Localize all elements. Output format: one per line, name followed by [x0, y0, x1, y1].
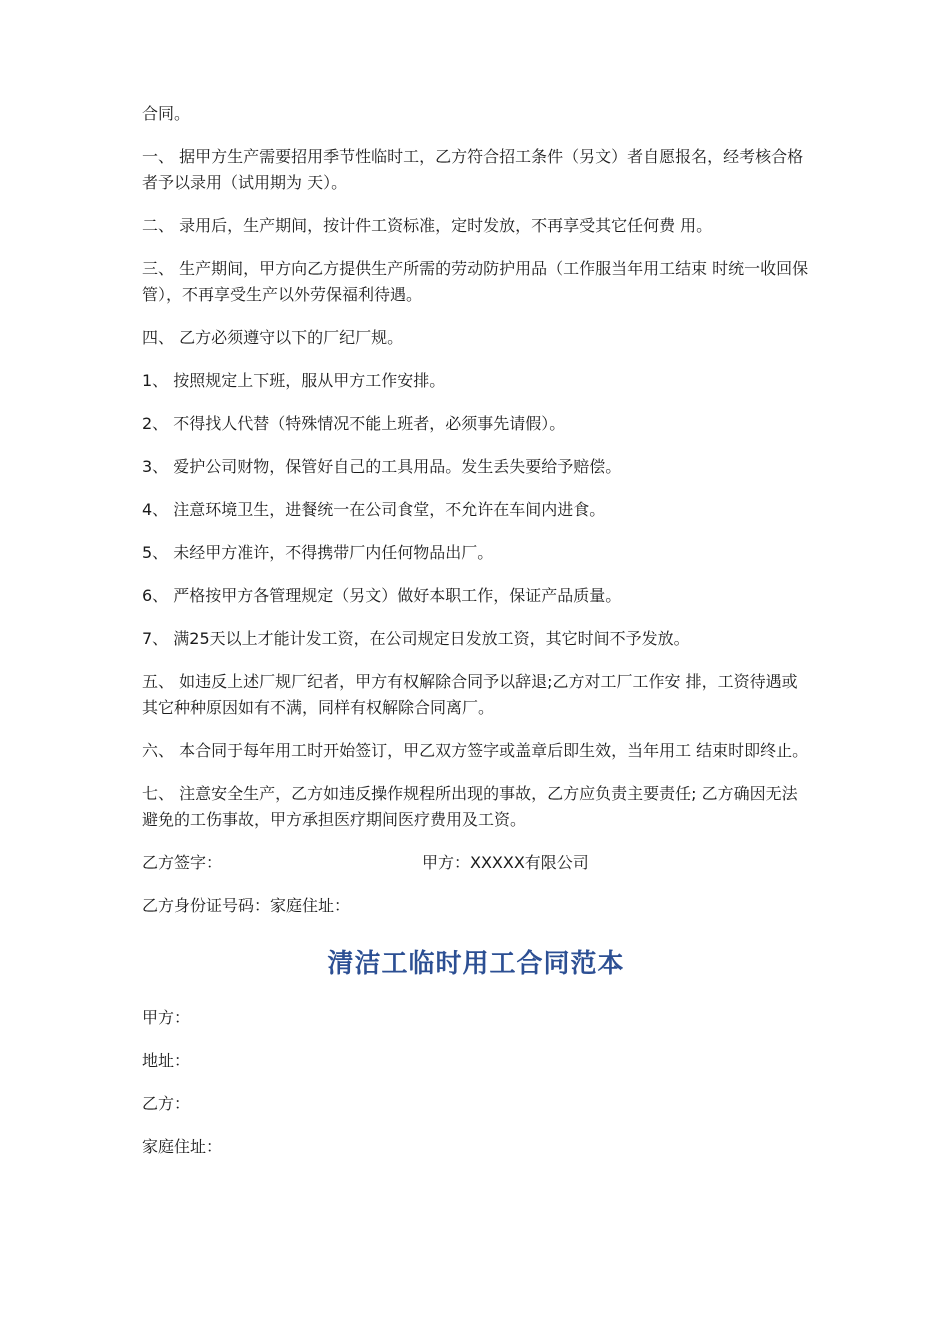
clause-4: 四、 乙方必须遵守以下的厂纪厂规。 — [142, 328, 404, 347]
rule-2: 2、 不得找人代替（特殊情况不能上班者，必须事先请假）。 — [142, 414, 566, 433]
document-body — [142, 101, 810, 1177]
signature-row — [142, 850, 810, 876]
rule-5: 5、 未经甲方准许，不得携带厂内任何物品出厂。 — [142, 543, 494, 562]
party-b-id-address-line: 乙方身份证号码：家庭住址： — [142, 896, 351, 915]
field-party-b: 乙方： — [142, 1094, 191, 1113]
party-b-signature-label: 乙方签字： — [142, 853, 223, 872]
rule-3: 3、 爱护公司财物，保管好自己的工具用品。发生丢失要给予赔偿。 — [142, 457, 622, 476]
rule-1: 1、 按照规定上下班，服从甲方工作安排。 — [142, 371, 446, 390]
paragraph-intro-tail: 合同。 — [142, 104, 191, 123]
rule-7: 7、 满25天以上才能计发工资，在公司规定日发放工资，其它时间不予发放。 — [142, 629, 690, 648]
rule-6: 6、 严格按甲方各管理规定（另文）做好本职工作，保证产品质量。 — [142, 586, 622, 605]
field-address: 地址： — [142, 1051, 191, 1070]
document-title: 清洁工临时用工合同范本 — [327, 949, 625, 979]
clause-7: 七、 注意安全生产，乙方如违反操作规程所出现的事故，乙方应负责主要责任; 乙方确因无法避免的工伤事故，甲方承担医疗期间医疗费用及工资。 — [142, 784, 798, 829]
clause-1: 一、 据甲方生产需要招用季节性临时工，乙方符合招工条件（另文）者自愿报名，经考核合格者予以录用（试用期为 天）。 — [142, 147, 804, 192]
field-home-address: 家庭住址： — [142, 1137, 223, 1156]
clause-2: 二、 录用后，生产期间，按计件工资标准，定时发放，不再享受其它任何费 用。 — [142, 216, 713, 235]
party-a-company: 甲方：XXXXX有限公司 — [422, 853, 589, 872]
rule-4: 4、 注意环境卫生，进餐统一在公司食堂，不允许在车间内进食。 — [142, 500, 606, 519]
clause-6: 六、 本合同于每年用工时开始签订，甲乙双方签字或盖章后即生效，当年用工 结束时即终止。 — [142, 741, 809, 760]
clause-5: 五、 如违反上述厂规厂纪者，甲方有权解除合同予以辞退;乙方对工厂工作安 排，工资待遇或其它种种原因如有不满，同样有权解除合同离厂。 — [142, 672, 798, 717]
clause-3: 三、 生产期间，甲方向乙方提供生产所需的劳动防护用品（工作服当年用工结束 时统一收回保管），不再享受生产以外劳保福利待遇。 — [142, 259, 809, 304]
field-party-a: 甲方： — [142, 1008, 191, 1027]
